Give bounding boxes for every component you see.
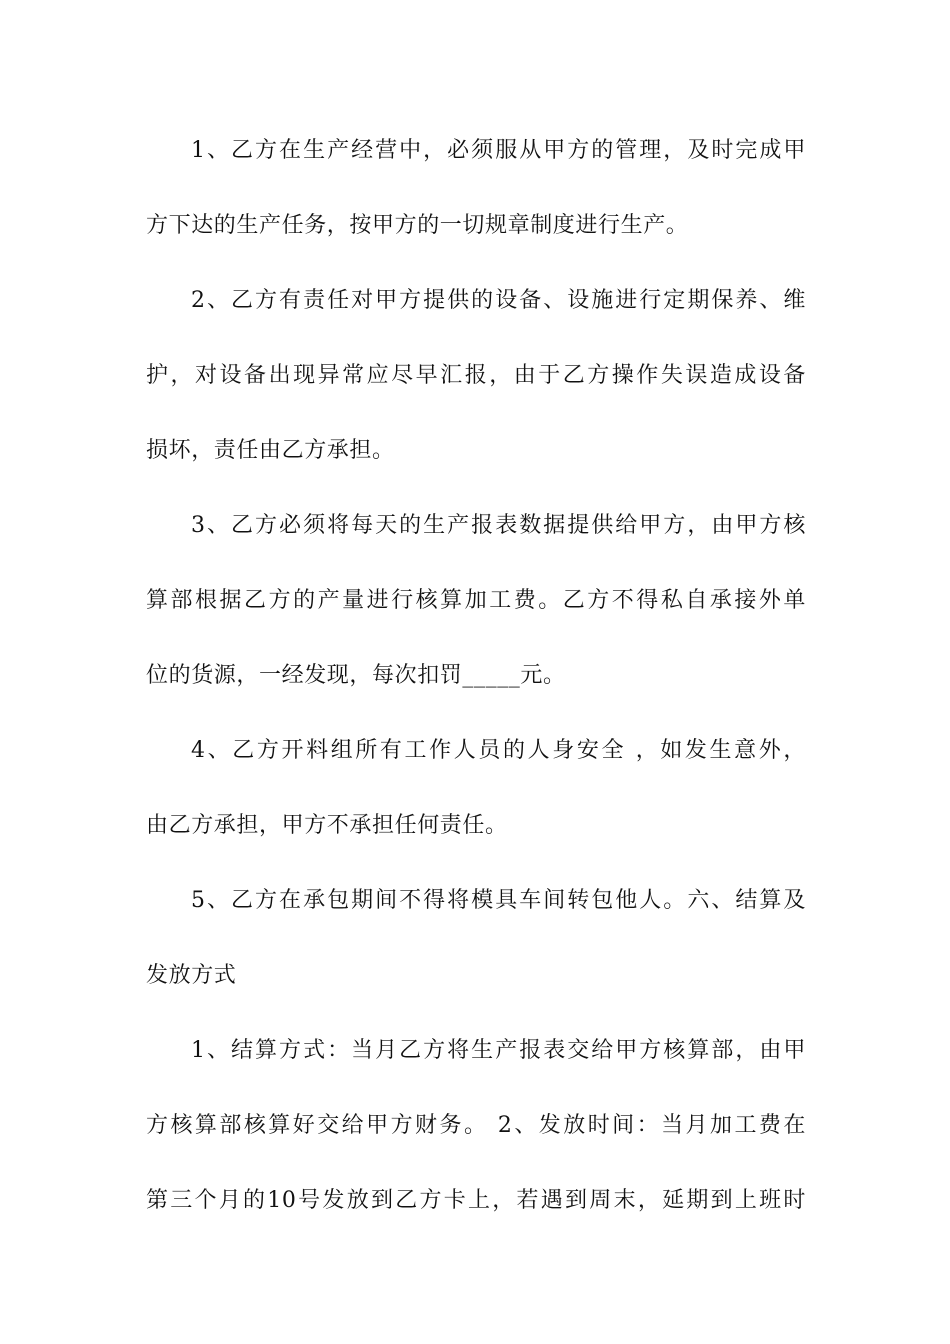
paragraph-5-line-2: 发放方式 [146,963,237,988]
paragraph-4-line-2: 由乙方承担，甲方不承担任何责任。 [146,813,508,838]
paragraph-2-line-2: 护，对设备出现异常应尽早汇报，由于乙方操作失误造成设备 [146,363,806,388]
paragraph-4-line-1: 4、乙方开料组所有工作人员的人身安全 ，如发生意外， [191,738,806,763]
paragraph-5-line-1: 5、乙方在承包期间不得将模具车间转包他人。六、结算及 [191,888,806,913]
paragraph-3-line-1: 3、乙方必须将每天的生产报表数据提供给甲方，由甲方核 [191,513,806,538]
paragraph-1-line-1: 1、乙方在生产经营中，必须服从甲方的管理，及时完成甲 [191,138,806,163]
paragraph-1-line-2: 方下达的生产任务，按甲方的一切规章制度进行生产。 [146,213,689,238]
paragraph-2-line-3: 损坏，责任由乙方承担。 [146,438,395,463]
paragraph-6-line-3: 第三个月的10号发放到乙方卡上，若遇到周末，延期到上班时 [146,1188,806,1213]
paragraph-3-line-2: 算部根据乙方的产量进行核算加工费。乙方不得私自承接外单 [146,588,806,613]
paragraph-2-line-1: 2、乙方有责任对甲方提供的设备、设施进行定期保养、维 [191,288,806,313]
paragraph-6-line-1: 1、结算方式：当月乙方将生产报表交给甲方核算部，由甲 [191,1038,806,1063]
paragraph-3-line-3: 位的货源，一经发现，每次扣罚_____元。 [146,663,566,688]
paragraph-6-line-2: 方核算部核算好交给甲方财务。 2、发放时间：当月加工费在 [146,1113,806,1138]
